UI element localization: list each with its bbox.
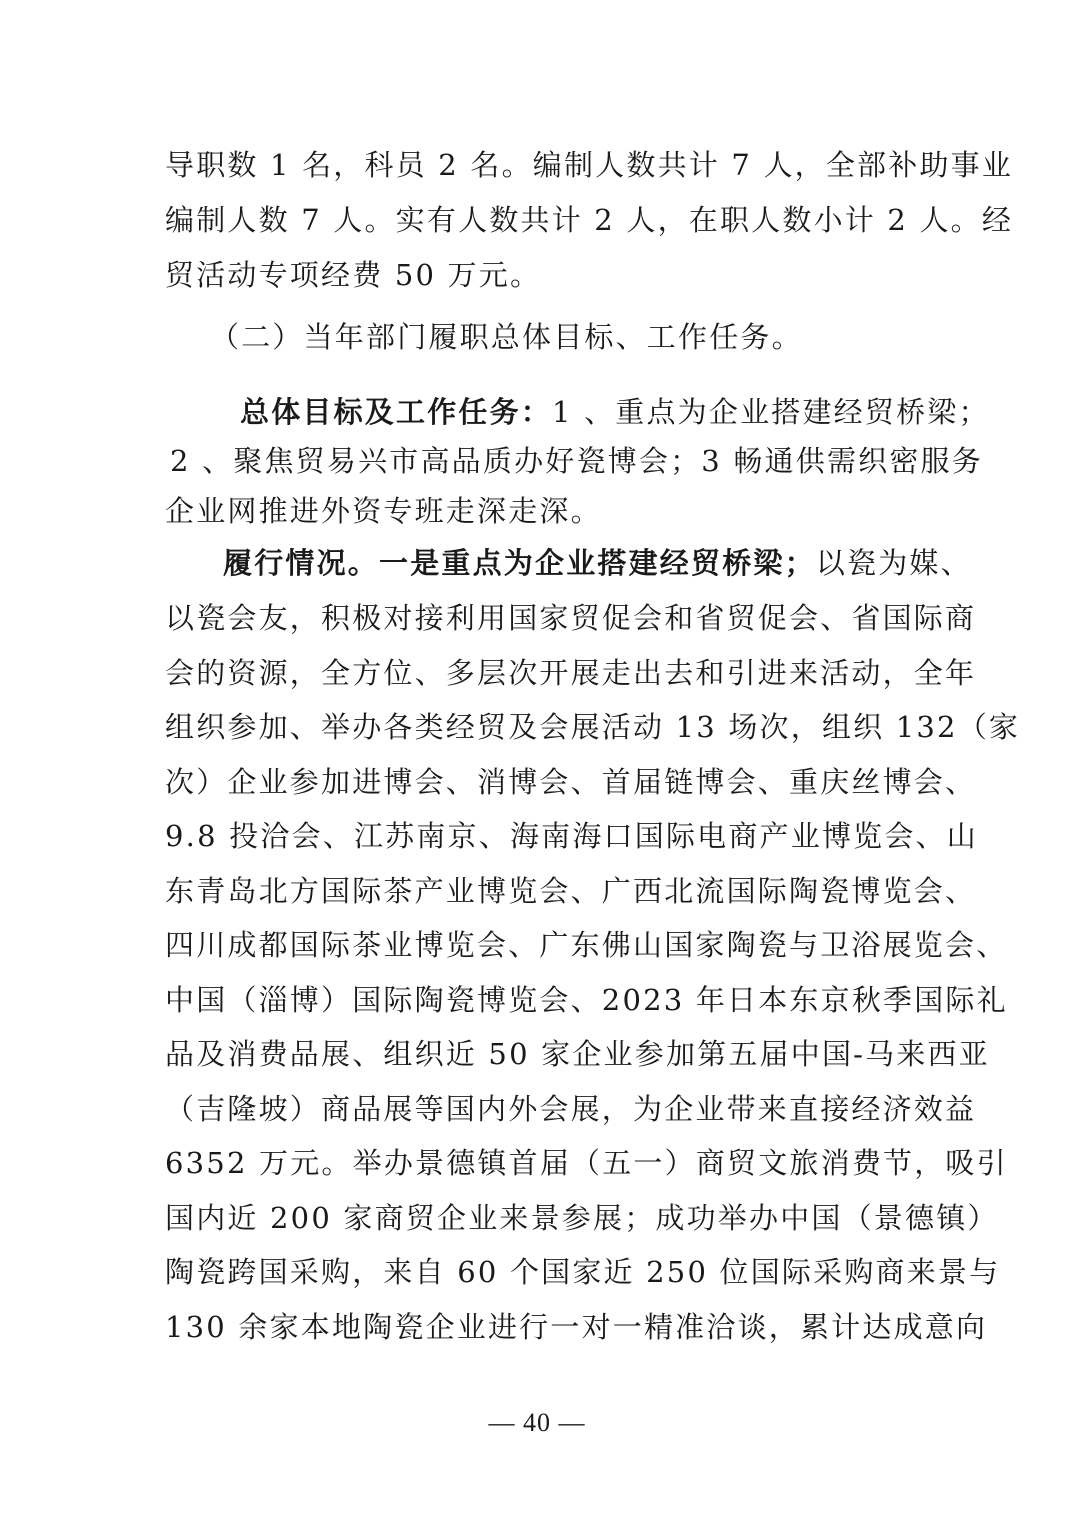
performance-line: 会的资源，全方位、多层次开展走出去和引进来活动，全年 bbox=[165, 656, 977, 690]
paragraph-line: 编制人数 7 人。实有人数共计 2 人，在职人数小计 2 人。经 bbox=[165, 203, 1014, 237]
performance-line: 9.8 投洽会、江苏南京、海南海口国际电商产业博览会、山 bbox=[165, 819, 978, 853]
performance-line: 四川成都国际茶业博览会、广东佛山国家陶瓷与卫浴展览会、 bbox=[165, 928, 1008, 962]
goals-line1-rest: 1 、重点为企业搭建经贸桥梁； bbox=[552, 395, 990, 429]
paragraph-line: 贸活动专项经费 50 万元。 bbox=[165, 258, 542, 292]
goals-line: 2 、聚焦贸易兴市高品质办好瓷博会；3 畅通供需织密服务 bbox=[170, 444, 983, 478]
paragraph-line: 导职数 1 名，科员 2 名。编制人数共计 7 人，全部补助事业 bbox=[165, 148, 1014, 182]
performance-line: 130 余家本地陶瓷企业进行一对一精准洽谈，累计达成意向 bbox=[165, 1310, 988, 1344]
performance-line: 陶瓷跨国采购，来自 60 个国家近 250 位国际采购商来景与 bbox=[165, 1255, 1001, 1289]
performance-line: 国内近 200 家商贸企业来景参展；成功举办中国（景德镇） bbox=[165, 1201, 999, 1235]
performance-line: 中国（淄博）国际陶瓷博览会、2023 年日本东京秋季国际礼 bbox=[165, 983, 1008, 1017]
goals-line: 企业网推进外资专班走深走深。 bbox=[165, 494, 602, 528]
performance-first-line bbox=[223, 543, 972, 583]
performance-line: 次）企业参加进博会、消博会、首届链博会、重庆丝博会、 bbox=[165, 765, 977, 799]
performance-line: 组织参加、举办各类经贸及会展活动 13 场次，组织 132（家 bbox=[165, 710, 1021, 744]
goals-lead-bold: 总体目标及工作任务： bbox=[240, 395, 553, 429]
performance-line: 东青岛北方国际茶产业博览会、广西北流国际陶瓷博览会、 bbox=[165, 874, 977, 908]
page-number: — 40 — bbox=[488, 1408, 586, 1437]
performance-line: 以瓷会友，积极对接利用国家贸促会和省贸促会、省国际商 bbox=[165, 601, 977, 635]
performance-lead-bold: 履行情况。一是重点为企业搭建经贸桥梁； bbox=[223, 546, 816, 580]
performance-line: 品及消费品展、组织近 50 家企业参加第五届中国-马来西亚 bbox=[165, 1037, 990, 1071]
performance-line1-rest: 以瓷为媒、 bbox=[815, 546, 972, 580]
performance-line: （吉隆坡）商品展等国内外会展，为企业带来直接经济效益 bbox=[165, 1092, 977, 1126]
performance-line: 6352 万元。举办景德镇首届（五一）商贸文旅消费节，吸引 bbox=[165, 1146, 1008, 1180]
section-heading: （二）当年部门履职总体目标、工作任务。 bbox=[210, 320, 803, 354]
goals-first-line bbox=[240, 392, 990, 432]
